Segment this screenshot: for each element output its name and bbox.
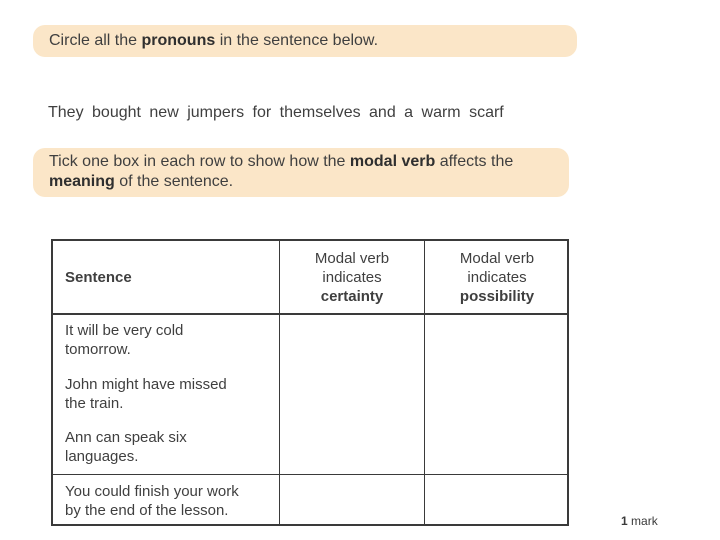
header-possibility [425, 249, 569, 306]
instruction-text: in the sentence below. [215, 32, 379, 49]
instruction-text: of the sentence. [114, 173, 234, 190]
row-sentence: You could finish your work [65, 483, 239, 500]
tick-box-certainty[interactable] [281, 476, 423, 524]
row-sentence: Ann can speak six [65, 429, 187, 446]
mark-word: mark [627, 514, 658, 528]
header-keyword: certainty [320, 288, 384, 305]
mark-number: 1 [621, 514, 628, 528]
header-line: Modal verb [459, 250, 535, 267]
header-line: Modal verb [314, 250, 390, 267]
row-sentence: the train. [65, 395, 124, 412]
instruction-keyword: pronouns [141, 32, 216, 49]
table-row [65, 375, 265, 413]
header-keyword: possibility [459, 288, 535, 305]
header-line: indicates [322, 269, 382, 286]
header-line: indicates [467, 269, 527, 286]
row-sentence: It will be very cold [65, 322, 184, 339]
row-sentence: John might have missed [65, 376, 227, 393]
instruction-text: affects the [435, 153, 514, 170]
table-divider [53, 474, 567, 475]
tick-box-certainty[interactable] [281, 315, 423, 473]
tick-box-possibility[interactable] [426, 476, 567, 524]
table-row [65, 321, 265, 359]
instruction-modal-verb [33, 148, 569, 197]
pronoun-sentence[interactable]: They bought new jumpers for themselves and a warm scarf [48, 104, 504, 121]
instruction-pronouns [33, 25, 577, 57]
row-sentence: languages. [65, 448, 139, 465]
header-sentence: Sentence [65, 269, 132, 286]
table-row [65, 428, 265, 466]
tick-box-possibility[interactable] [426, 315, 567, 473]
instruction-keyword: modal verb [349, 153, 436, 170]
instruction-keyword: meaning [49, 173, 115, 190]
mark-allocation [621, 514, 658, 528]
header-certainty [280, 249, 424, 306]
instruction-text: Circle all the [49, 32, 142, 49]
modal-verb-table [51, 239, 569, 526]
instruction-text: Tick one box in each row to show how the [49, 153, 350, 170]
table-row [65, 482, 265, 520]
row-sentence: by the end of the lesson. [65, 502, 229, 519]
row-sentence: tomorrow. [65, 341, 131, 358]
